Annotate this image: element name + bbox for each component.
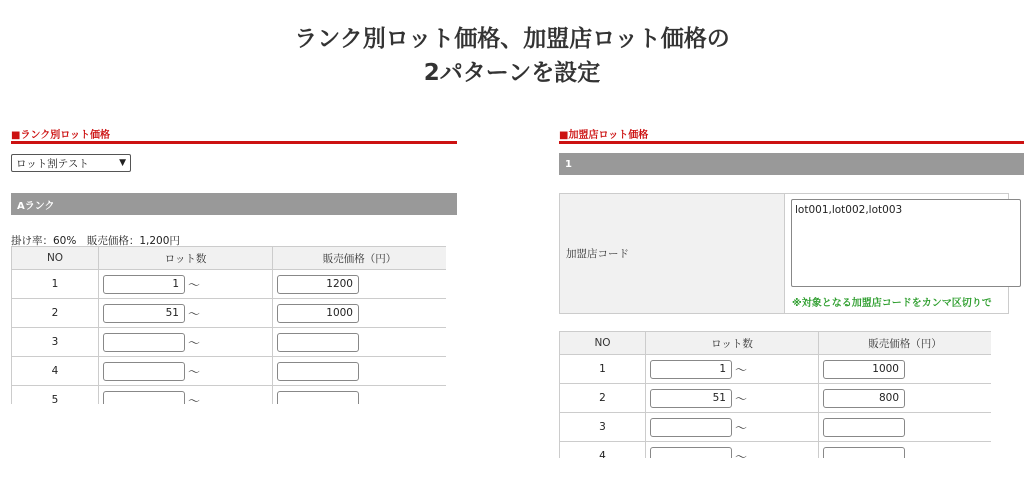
- col-header-price: 販売価格（円）: [273, 247, 447, 270]
- table-row: [12, 270, 447, 299]
- lot-cell: [99, 386, 273, 405]
- range-tilde: 〜: [735, 391, 748, 406]
- table-row: [560, 442, 992, 459]
- table-row: [12, 386, 447, 405]
- group-title: 1: [565, 158, 572, 170]
- lot-input[interactable]: [103, 391, 185, 405]
- table-row: [560, 384, 992, 413]
- rank-lot-price-title: ■ランク別ロット価格: [11, 130, 111, 141]
- price-input[interactable]: 1000: [823, 360, 905, 379]
- lot-input[interactable]: [650, 447, 732, 459]
- lot-pattern-select[interactable]: [11, 154, 131, 172]
- headline-line-2: 2パターンを設定: [423, 60, 601, 86]
- range-tilde: 〜: [188, 335, 201, 350]
- lot-cell: [99, 357, 273, 386]
- row-no: 2: [560, 384, 646, 413]
- group-header-bar: [559, 153, 1024, 175]
- lot-input[interactable]: 1: [650, 360, 732, 379]
- price-input[interactable]: [823, 418, 905, 437]
- lot-cell: [646, 442, 819, 459]
- price-cell: [273, 270, 447, 299]
- store-code-row: [559, 193, 1009, 314]
- price-input[interactable]: [277, 391, 359, 405]
- price-cell: [273, 386, 447, 405]
- table-row: [12, 328, 447, 357]
- rank-section-rule: [11, 141, 457, 144]
- lot-pattern-select-value: ロット割テスト: [16, 157, 89, 170]
- table-row: [12, 357, 447, 386]
- lot-cell: [99, 270, 273, 299]
- headline-line-1: ランク別ロット価格、加盟店ロット価格の: [294, 26, 730, 52]
- lot-input[interactable]: [103, 333, 185, 352]
- lot-input[interactable]: [650, 418, 732, 437]
- col-header-lot: ロット数: [646, 332, 819, 355]
- price-input[interactable]: 1000: [277, 304, 359, 323]
- rank-header-bar: [11, 193, 457, 215]
- lot-input[interactable]: [103, 362, 185, 381]
- rank-lot-table-container: [11, 246, 446, 404]
- store-lot-price-title: ■加盟店ロット価格: [559, 130, 649, 141]
- range-tilde: 〜: [188, 277, 201, 292]
- row-no: 5: [12, 386, 99, 405]
- lot-cell: [646, 413, 819, 442]
- row-no: 2: [12, 299, 99, 328]
- lot-cell: [99, 299, 273, 328]
- price-input[interactable]: 800: [823, 389, 905, 408]
- rate-info: 掛け率：60% 販売価格：1,200円: [11, 235, 180, 247]
- price-input[interactable]: [823, 447, 905, 459]
- store-section-rule: [559, 141, 1024, 144]
- price-cell: [819, 442, 992, 459]
- rank-lot-table: [11, 246, 446, 404]
- table-row: [12, 299, 447, 328]
- range-tilde: 〜: [735, 420, 748, 435]
- range-tilde: 〜: [735, 362, 748, 377]
- col-header-no: NO: [12, 247, 99, 270]
- price-cell: [273, 357, 447, 386]
- store-code-note: ※対象となる加盟店コードをカンマ区切りで: [792, 298, 992, 309]
- price-input[interactable]: 1200: [277, 275, 359, 294]
- lot-cell: [646, 384, 819, 413]
- col-header-no: NO: [560, 332, 646, 355]
- store-lot-table-container: [559, 331, 991, 458]
- table-row: [560, 355, 992, 384]
- price-cell: [273, 328, 447, 357]
- price-input[interactable]: [277, 362, 359, 381]
- range-tilde: 〜: [735, 449, 748, 458]
- col-header-lot: ロット数: [99, 247, 273, 270]
- price-cell: [819, 384, 992, 413]
- row-no: 1: [12, 270, 99, 299]
- store-code-textarea[interactable]: lot001,lot002,lot003: [791, 199, 1021, 287]
- price-cell: [273, 299, 447, 328]
- table-row: [560, 413, 992, 442]
- row-no: 4: [560, 442, 646, 459]
- lot-input[interactable]: 1: [103, 275, 185, 294]
- range-tilde: 〜: [188, 364, 201, 379]
- rank-title: Aランク: [17, 200, 55, 212]
- price-input[interactable]: [277, 333, 359, 352]
- store-lot-table: [559, 331, 991, 458]
- row-no: 3: [12, 328, 99, 357]
- chevron-down-icon: ▼: [119, 158, 126, 168]
- row-no: 3: [560, 413, 646, 442]
- lot-cell: [646, 355, 819, 384]
- lot-input[interactable]: 51: [103, 304, 185, 323]
- col-header-price: 販売価格（円）: [819, 332, 992, 355]
- price-cell: [819, 355, 992, 384]
- row-no: 4: [12, 357, 99, 386]
- range-tilde: 〜: [188, 306, 201, 321]
- lot-cell: [99, 328, 273, 357]
- price-cell: [819, 413, 992, 442]
- lot-input[interactable]: 51: [650, 389, 732, 408]
- row-no: 1: [560, 355, 646, 384]
- store-code-label: 加盟店コード: [560, 194, 785, 313]
- range-tilde: 〜: [188, 393, 201, 404]
